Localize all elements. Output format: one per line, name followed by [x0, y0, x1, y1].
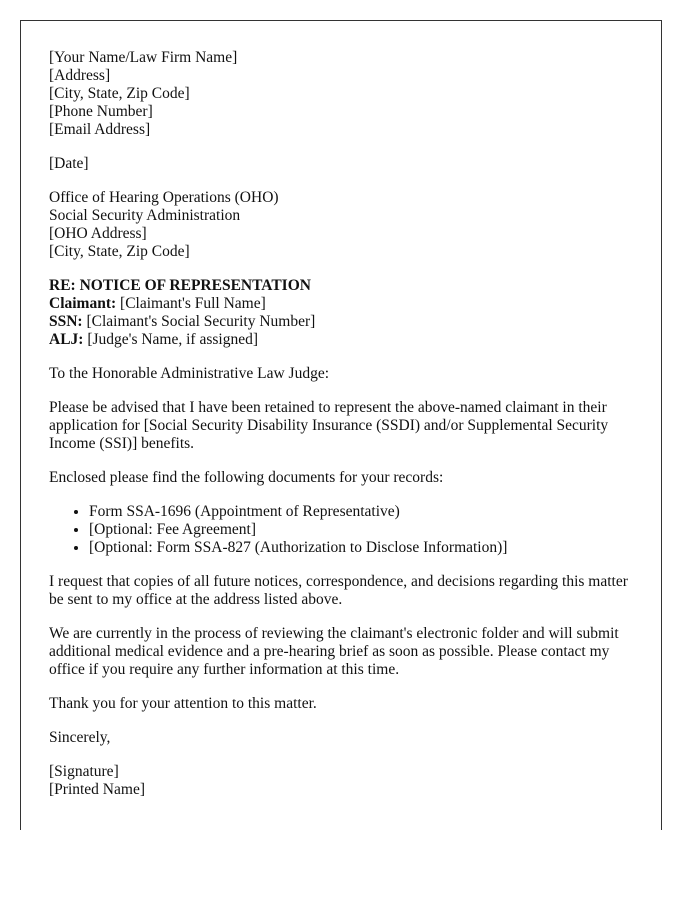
enclosure-list [49, 503, 633, 557]
body-paragraph-copies: I request that copies of all future notices, correspondence, and decisions regarding this matter be sent to my office at the address listed above. [49, 573, 628, 608]
signature-block [49, 763, 633, 799]
claimant-value: [Claimant's Full Name] [116, 295, 266, 312]
letter-page [20, 20, 662, 830]
body-paragraph-review: We are currently in the process of reviewing the claimant's electronic folder and will submit additional medical evidence and a pre-hearing brief as soon as possible. Please contact my office if you require any further information at this time. [49, 625, 619, 678]
alj-label: ALJ: [49, 331, 84, 348]
claimant-label: Claimant: [49, 295, 117, 312]
sender-city-state-zip: [City, State, Zip Code] [49, 85, 190, 102]
re-block [49, 277, 633, 349]
recipient-city-state-zip: [City, State, Zip Code] [49, 243, 190, 260]
recipient-agency: Social Security Administration [49, 207, 241, 224]
recipient-office: Office of Hearing Operations (OHO) [49, 189, 279, 206]
sender-block [49, 49, 633, 139]
sender-address: [Address] [49, 67, 111, 84]
printed-name: [Printed Name] [49, 781, 145, 798]
re-alj [49, 331, 633, 349]
re-ssn [49, 313, 633, 331]
recipient-address: [OHO Address] [49, 225, 147, 242]
signature: [Signature] [49, 763, 119, 780]
valediction: Sincerely, [49, 729, 111, 746]
letter-date: [Date] [49, 155, 89, 172]
sender-name: [Your Name/Law Firm Name] [49, 49, 238, 66]
body-paragraph-thanks: Thank you for your attention to this matter. [49, 695, 317, 712]
ssn-label: SSN: [49, 313, 83, 330]
salutation: To the Honorable Administrative Law Judge: [49, 365, 330, 382]
enclosure-item: • [Optional: Form SSA-827 (Authorization to Disclose Information)] [89, 539, 633, 557]
re-subject-text: RE: NOTICE OF REPRESENTATION [49, 277, 311, 294]
re-subject [49, 277, 633, 295]
body-paragraph-enclosed: Enclosed please find the following documents for your records: [49, 469, 444, 486]
enclosure-item: • [Optional: Fee Agreement] [89, 521, 633, 539]
sender-phone: [Phone Number] [49, 103, 153, 120]
sender-email: [Email Address] [49, 121, 151, 138]
ssn-value: [Claimant's Social Security Number] [82, 313, 316, 330]
enclosure-item: • Form SSA-1696 (Appointment of Representative) [89, 503, 633, 521]
recipient-block [49, 189, 633, 261]
alj-value: [Judge's Name, if assigned] [83, 331, 258, 348]
re-claimant [49, 295, 633, 313]
body-paragraph-retained: Please be advised that I have been retained to represent the above-named claimant in their application for [Social Security Disability Insurance (SSDI) and/or Supplemental Security Income (SSI)] benefits. [49, 399, 609, 452]
